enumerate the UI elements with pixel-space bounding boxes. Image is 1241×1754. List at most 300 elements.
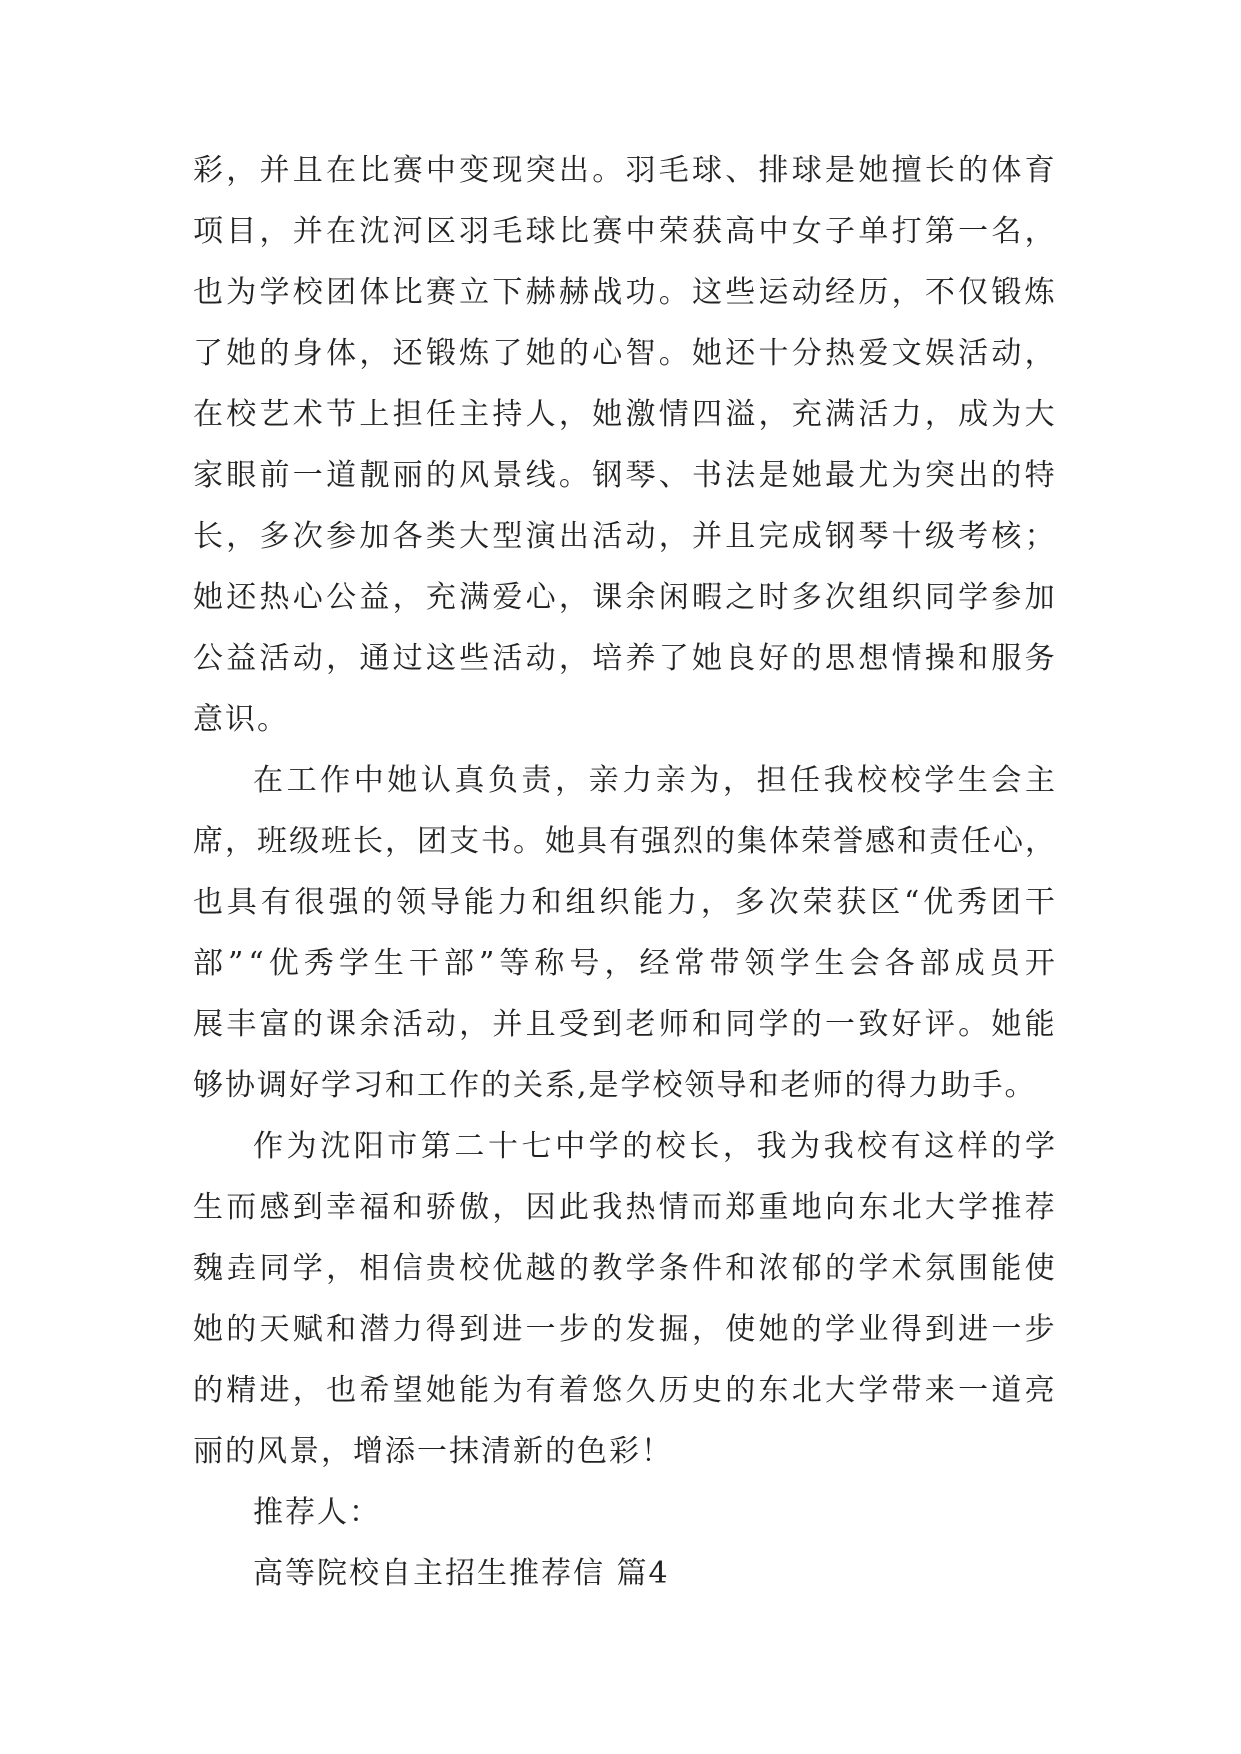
text-char: 也 [326, 1373, 359, 1408]
text-char: 和 [897, 824, 929, 859]
text-char: 强 [641, 824, 673, 859]
text-char: 样 [957, 1129, 990, 1164]
text-char: ， [604, 946, 637, 981]
text-char: 越 [525, 1251, 558, 1286]
text-char: 思 [825, 641, 858, 676]
text-char: 书 [691, 458, 724, 493]
text-char: 核 [991, 519, 1024, 554]
text-char: 并 [691, 519, 724, 554]
text-line [193, 994, 1057, 1055]
text-char: 东 [758, 1373, 791, 1408]
text-char: 比 [359, 153, 392, 188]
text-char: 炼 [459, 336, 492, 371]
text-char: 且 [525, 1007, 558, 1042]
text-char: 服 [991, 641, 1024, 676]
text-char: 区 [425, 214, 458, 249]
text-char: 的 [193, 1373, 225, 1408]
text-line [193, 1421, 1057, 1482]
paragraph-work [193, 750, 1057, 1116]
text-char: 她 [226, 336, 259, 371]
text-char: 有 [260, 885, 293, 920]
text-char: 经 [639, 946, 672, 981]
text-char: 打 [891, 214, 924, 249]
text-line [193, 689, 1057, 750]
text-char: 培 [592, 641, 625, 676]
text-char: 具 [577, 824, 609, 859]
text-char: 炼 [1024, 275, 1057, 310]
text-char: 感 [865, 824, 897, 859]
text-char: 负 [487, 763, 520, 798]
text-char: 中 [425, 153, 458, 188]
text-char: 学 [625, 1251, 658, 1286]
text-char: 是 [758, 458, 791, 493]
text-char: 分 [791, 336, 824, 371]
text-char: 班 [321, 824, 353, 859]
text-char: 最 [825, 458, 858, 493]
text-char: 能 [633, 885, 666, 920]
text-line [193, 262, 1057, 323]
text-char: 琴 [858, 519, 891, 554]
text-char: 誉 [833, 824, 865, 859]
text-char: 秀 [957, 885, 990, 920]
text-char: 动 [791, 275, 824, 310]
text-char: 主 [459, 397, 492, 432]
text-char: 作 [253, 1129, 285, 1164]
text-line [193, 811, 1057, 872]
text-char: 感 [259, 1190, 292, 1225]
text-char: 大 [924, 1190, 957, 1225]
text-char: 学 [1024, 1129, 1057, 1164]
text-char: 浓 [758, 1251, 791, 1286]
text-char: ， [658, 519, 691, 554]
text-char: 使 [725, 1312, 758, 1347]
text-char: 校 [655, 1129, 688, 1164]
text-char: 很 [294, 885, 327, 920]
text-char: 琴 [625, 458, 658, 493]
text-char: 出 [958, 458, 991, 493]
text-char: 养 [625, 641, 658, 676]
text-char: 动 [991, 336, 1024, 371]
text-char: 部 [193, 946, 225, 981]
text-char: 一 [991, 1312, 1024, 1347]
text-char: 贵 [425, 1251, 458, 1286]
text-char: 织 [891, 580, 924, 615]
text-char: ， [558, 580, 591, 615]
text-char: 在 [193, 397, 225, 432]
text-char: 在 [326, 214, 359, 249]
text-char: ， [700, 885, 733, 920]
text-char: 余 [625, 580, 658, 615]
text-char: 法 [725, 458, 758, 493]
text-char: 些 [459, 641, 492, 676]
text-char: 心 [993, 824, 1025, 859]
text-line [193, 1360, 1057, 1421]
text-char: 经 [825, 275, 858, 310]
text-char: 学 [779, 946, 812, 981]
text-char: 且 [292, 153, 325, 188]
text-char: 教 [592, 1251, 625, 1286]
text-char: 市 [387, 1129, 420, 1164]
text-char: 致 [858, 1007, 891, 1042]
text-char: 步 [558, 1312, 591, 1347]
text-char: 业 [858, 1312, 891, 1347]
text-char: 学 [958, 580, 991, 615]
text-char: 氛 [924, 1251, 957, 1286]
text-char: 领 [744, 946, 777, 981]
text-char: ， [1024, 214, 1057, 249]
text-char: 中 [625, 214, 658, 249]
text-char: 幸 [326, 1190, 359, 1225]
text-char: 地 [791, 1190, 824, 1225]
text-char: 和 [958, 641, 991, 676]
text-char: 生 [193, 1190, 225, 1225]
text-char: 评 [924, 1007, 957, 1042]
text-char: 。 [658, 275, 691, 310]
text-char: 。 [592, 153, 625, 188]
text-char: ， [359, 336, 392, 371]
text-char: 并 [259, 153, 292, 188]
text-char: 务 [1024, 641, 1057, 676]
text-char: 二 [454, 1129, 487, 1164]
text-char: 荣 [658, 214, 691, 249]
text-line [193, 1177, 1057, 1238]
text-char: 益 [359, 580, 392, 615]
text-char: 围 [958, 1251, 991, 1286]
text-line-content: 够协调好学习和工作的关系,是学校领导和老师的得力助手。 [193, 1068, 1037, 1103]
text-char: 还 [226, 580, 259, 615]
text-char: 团 [990, 885, 1023, 920]
text-char: 、 [725, 153, 758, 188]
text-char: 席 [193, 824, 225, 859]
text-char: 。 [658, 336, 691, 371]
text-char: 节 [326, 397, 359, 432]
text-char: 动 [525, 641, 558, 676]
text-char: 和 [392, 1190, 425, 1225]
text-char: 的 [425, 458, 458, 493]
text-char: 充 [425, 580, 458, 615]
text-char: 史 [691, 1373, 724, 1408]
text-char: 团 [417, 824, 449, 859]
text-char: 的 [558, 336, 591, 371]
text-char: 亮 [1024, 1373, 1057, 1408]
text-char: 的 [592, 1312, 625, 1347]
text-char: 道 [991, 1373, 1024, 1408]
text-char: ， [758, 397, 791, 432]
text-char: 的 [725, 1373, 758, 1408]
text-char: “ [904, 885, 922, 920]
text-char: 心 [292, 580, 325, 615]
text-char: 到 [924, 1312, 957, 1347]
text-char: 她 [425, 1373, 458, 1408]
text-line [193, 933, 1057, 994]
text-char: 十 [758, 336, 791, 371]
text-char: 长 [924, 153, 957, 188]
text-char: 干 [1024, 885, 1057, 920]
text-line [193, 750, 1057, 811]
text-char: 的 [958, 153, 991, 188]
section-heading-text: 高等院校自主招生推荐信 篇4 [253, 1556, 670, 1591]
text-char: 生 [814, 946, 847, 981]
text-char: 来 [924, 1373, 957, 1408]
text-char: 羽 [459, 214, 492, 249]
text-char: 部 [443, 946, 476, 981]
text-char: 道 [326, 458, 359, 493]
text-char: 时 [758, 580, 791, 615]
text-char: 类 [425, 519, 458, 554]
text-char: 这 [425, 641, 458, 676]
text-char: 赛 [592, 214, 625, 249]
text-char: ， [385, 824, 417, 859]
text-char: 而 [691, 1190, 724, 1225]
text-char: 校 [459, 1251, 492, 1286]
text-char: 为 [790, 1129, 822, 1164]
text-char: 烈 [673, 824, 705, 859]
text-char: 而 [226, 1190, 259, 1225]
text-char: 型 [492, 519, 525, 554]
text-char: 同 [259, 1251, 292, 1286]
text-char: 景 [492, 458, 525, 493]
text-char: 进 [958, 1312, 991, 1347]
text-char: 益 [226, 641, 259, 676]
text-char: ； [1024, 519, 1057, 554]
text-char: 次 [768, 885, 801, 920]
text-char: 她 [791, 458, 824, 493]
text-char: 好 [758, 641, 791, 676]
text-char: 毛 [492, 214, 525, 249]
text-char: 、 [658, 458, 691, 493]
text-char: 风 [459, 458, 492, 493]
text-char: 同 [725, 1007, 758, 1042]
text-char: 动 [292, 641, 325, 676]
text-char: 河 [392, 214, 425, 249]
text-char: 担 [392, 397, 425, 432]
text-char: 良 [725, 641, 758, 676]
text-char: 的 [558, 1251, 591, 1286]
text-char: 的 [991, 458, 1024, 493]
text-char: 多 [734, 885, 767, 920]
text-char: 丰 [226, 1007, 259, 1042]
text-char: 望 [392, 1373, 425, 1408]
text-char: 体 [359, 275, 392, 310]
paragraph-sports-arts [193, 140, 1057, 750]
text-char: 高 [725, 214, 758, 249]
text-char: ， [326, 641, 359, 676]
text-char: 七 [521, 1129, 554, 1164]
text-char: 历 [858, 275, 891, 310]
text-char: 和 [725, 1251, 758, 1286]
text-char: 在 [326, 153, 359, 188]
text-char: 东 [858, 1190, 891, 1225]
text-char: 突 [525, 153, 558, 188]
text-char: 强 [328, 885, 361, 920]
text-char: 称 [534, 946, 567, 981]
text-line [193, 567, 1057, 628]
text-char: 的 [292, 1007, 325, 1042]
text-char: 她 [387, 763, 420, 798]
text-char: 她 [592, 397, 625, 432]
text-char: 球 [691, 153, 724, 188]
text-char: 赋 [292, 1312, 325, 1347]
text-char: 并 [292, 214, 325, 249]
text-char: 常 [674, 946, 707, 981]
text-char: 她 [545, 824, 577, 859]
text-char: 进 [259, 1373, 292, 1408]
text-line [193, 872, 1057, 933]
text-char: 傲 [459, 1190, 492, 1225]
text-line [193, 140, 1057, 201]
text-char: 她 [525, 336, 558, 371]
text-char: 组 [565, 885, 598, 920]
text-char: 荐 [1024, 1190, 1057, 1225]
text-char: 第 [420, 1129, 453, 1164]
text-char: 力 [497, 885, 530, 920]
text-char: 支 [449, 824, 481, 859]
text-char: 出 [558, 153, 591, 188]
text-char: 一 [525, 1312, 558, 1347]
text-char: 长 [353, 824, 385, 859]
text-char: 活 [858, 397, 891, 432]
text-char: 暇 [691, 580, 724, 615]
text-char: 女 [791, 214, 824, 249]
text-char: 着 [558, 1373, 591, 1408]
text-char: 她 [691, 336, 724, 371]
text-char: 立 [459, 275, 492, 310]
text-char: 这 [924, 1129, 957, 1164]
text-line [193, 1238, 1057, 1299]
text-char: ， [1024, 336, 1057, 371]
text-char: 智 [625, 336, 658, 371]
text-char: 具 [226, 885, 259, 920]
text-char: 通 [359, 641, 392, 676]
text-line-content: 意识。 [193, 702, 289, 737]
text-char: 文 [891, 336, 924, 371]
text-char: 各 [884, 946, 917, 981]
text-char: 运 [758, 275, 791, 310]
text-char: 级 [924, 519, 957, 554]
text-line [193, 506, 1057, 567]
text-char: 球 [525, 214, 558, 249]
text-char: 操 [924, 641, 957, 676]
text-char: 得 [425, 1312, 458, 1347]
text-char: 到 [459, 1312, 492, 1347]
text-char: 组 [858, 580, 891, 615]
text-char: 一 [958, 1373, 991, 1408]
text-char: 中 [758, 214, 791, 249]
text-char: 热 [259, 580, 292, 615]
text-char: 好 [891, 1007, 924, 1042]
text-char: 优 [492, 1251, 525, 1286]
text-char: 会 [849, 946, 882, 981]
text-char: 彩 [193, 153, 225, 188]
text-char: 带 [891, 1373, 924, 1408]
text-char: 参 [991, 580, 1024, 615]
text-char: 有 [609, 824, 641, 859]
text-char: 爱 [492, 580, 525, 615]
text-char: 能 [459, 1373, 492, 1408]
text-char: 骄 [425, 1190, 458, 1225]
text-char: 郑 [725, 1190, 758, 1225]
text-char: 球 [791, 153, 824, 188]
text-char: 织 [599, 885, 632, 920]
text-char: 同 [924, 580, 957, 615]
text-char: 学 [858, 1373, 891, 1408]
text-char: 热 [825, 336, 858, 371]
text-char: 垚 [226, 1251, 259, 1286]
text-char: 仅 [958, 275, 991, 310]
text-char: 上 [359, 397, 392, 432]
text-char: 能 [991, 1251, 1024, 1286]
text-char: 活 [492, 641, 525, 676]
text-char: 活 [958, 336, 991, 371]
text-char: 的 [991, 1129, 1024, 1164]
text-char: 是 [825, 153, 858, 188]
text-char: 到 [592, 1007, 625, 1042]
text-char: 久 [625, 1373, 658, 1408]
text-char: 加 [1024, 580, 1057, 615]
text-char: ， [555, 763, 588, 798]
text-char: 为 [891, 458, 924, 493]
text-char: ， [722, 1129, 755, 1164]
text-char: 课 [326, 1007, 359, 1042]
text-char: 之 [725, 580, 758, 615]
text-char: 了 [193, 336, 225, 371]
text-char: 不 [924, 275, 957, 310]
text-char: 主 [1024, 763, 1057, 798]
text-char: 信 [392, 1251, 425, 1286]
text-char: 单 [858, 214, 891, 249]
text-char: 想 [858, 641, 891, 676]
letter-body [193, 140, 1057, 1604]
text-char: 擅 [891, 153, 924, 188]
text-char: 人 [525, 397, 558, 432]
text-char: 力 [392, 1312, 425, 1347]
text-char: 大 [1024, 397, 1057, 432]
text-char: 的 [705, 824, 737, 859]
text-char: 优 [923, 885, 956, 920]
text-char: 闲 [658, 580, 691, 615]
text-char: 成 [791, 519, 824, 554]
text-char: 情 [658, 397, 691, 432]
text-char: 她 [193, 1312, 225, 1347]
text-char: ， [326, 1251, 359, 1286]
text-char: 各 [392, 519, 425, 554]
text-char: 体 [991, 153, 1024, 188]
text-char: 了 [492, 336, 525, 371]
text-char: 件 [691, 1251, 724, 1286]
text-char: 的 [362, 885, 395, 920]
text-char: 心 [592, 336, 625, 371]
text-char: 我 [592, 1190, 625, 1225]
text-char: 校 [857, 763, 890, 798]
text-char: 学 [588, 1129, 621, 1164]
text-char: 老 [625, 1007, 658, 1042]
text-char: 我 [823, 1129, 856, 1164]
text-char: 特 [1024, 458, 1057, 493]
text-char: 现 [492, 153, 525, 188]
text-char: 沈 [320, 1129, 353, 1164]
text-char: 参 [326, 519, 359, 554]
text-char: 班 [257, 824, 289, 859]
text-char: 任 [425, 397, 458, 432]
text-char: 情 [891, 641, 924, 676]
text-char: 书 [481, 824, 513, 859]
text-char: 项 [193, 214, 225, 249]
text-char: 羽 [625, 153, 658, 188]
text-char: 的 [622, 1129, 655, 1164]
text-char: 希 [359, 1373, 392, 1408]
text-char: 一 [958, 214, 991, 249]
text-char: 满 [825, 397, 858, 432]
